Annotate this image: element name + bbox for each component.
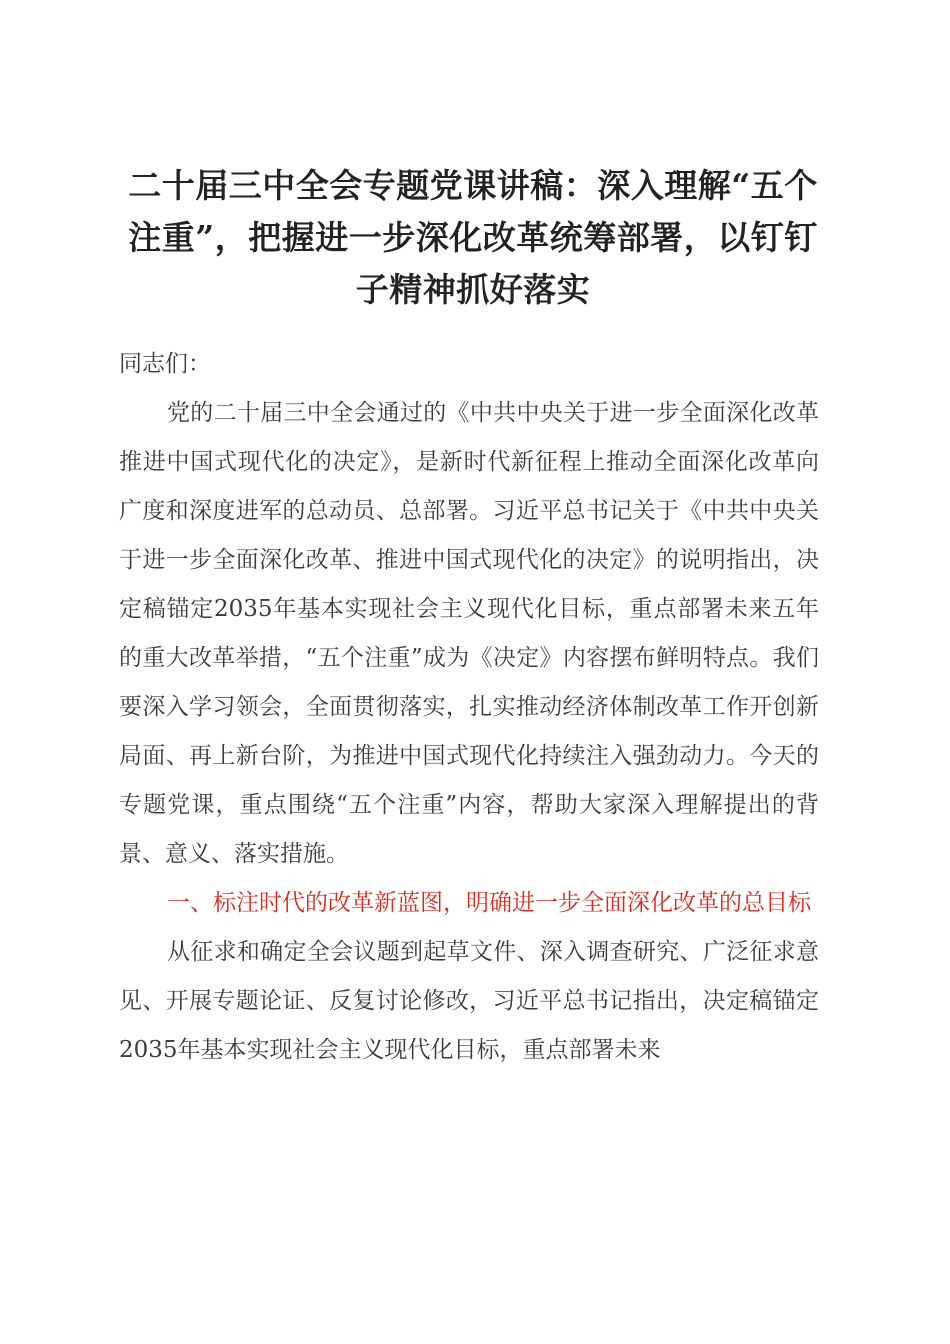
document-title: 二十届三中全会专题党课讲稿：深入理解“五个注重”，把握进一步深化改革统筹部署，以钉钉子精神抓好落实 (128, 166, 818, 309)
section-paragraph: 从征求和确定全会议题到起草文件、深入调查研究、广泛征求意见、开展专题论证、反复讨论修改，习近平总书记指出，决定稿锚定2035年基本实现社会主义现代化目标，重点部署未来 (119, 939, 819, 1063)
section-heading: 一、标注时代的改革新蓝图，明确进一步全面深化改革的总目标 (167, 890, 811, 916)
salutation: 同志们： (119, 351, 211, 377)
intro-paragraph: 党的二十届三中全会通过的《中共中央关于进一步全面深化改革推进中国式现代化的决定》，是新时代新征程上推动全面深化改革向广度和深度进军的总动员、总部署。习近平总书记关于《中共中央关于进一步全面深化改革、推进中国式现代化的决定》的说明指出，决定稿锚定2035年基本实现社会主义现代化目标，重点部署未来五年的重大改革举措，“五个注重”成为《决定》内容摆布鲜明特点。我们要深入学习领会，全面贯彻落实，扎实推动经济体制改革工作开创新局面、再上新台阶，为推进中国式现代化持续注入强劲动力。今天的专题党课，重点围绕“五个注重”内容，帮助大家深入理解提出的背景、意义、落实措施。 (119, 400, 819, 867)
document-body (119, 340, 819, 1075)
